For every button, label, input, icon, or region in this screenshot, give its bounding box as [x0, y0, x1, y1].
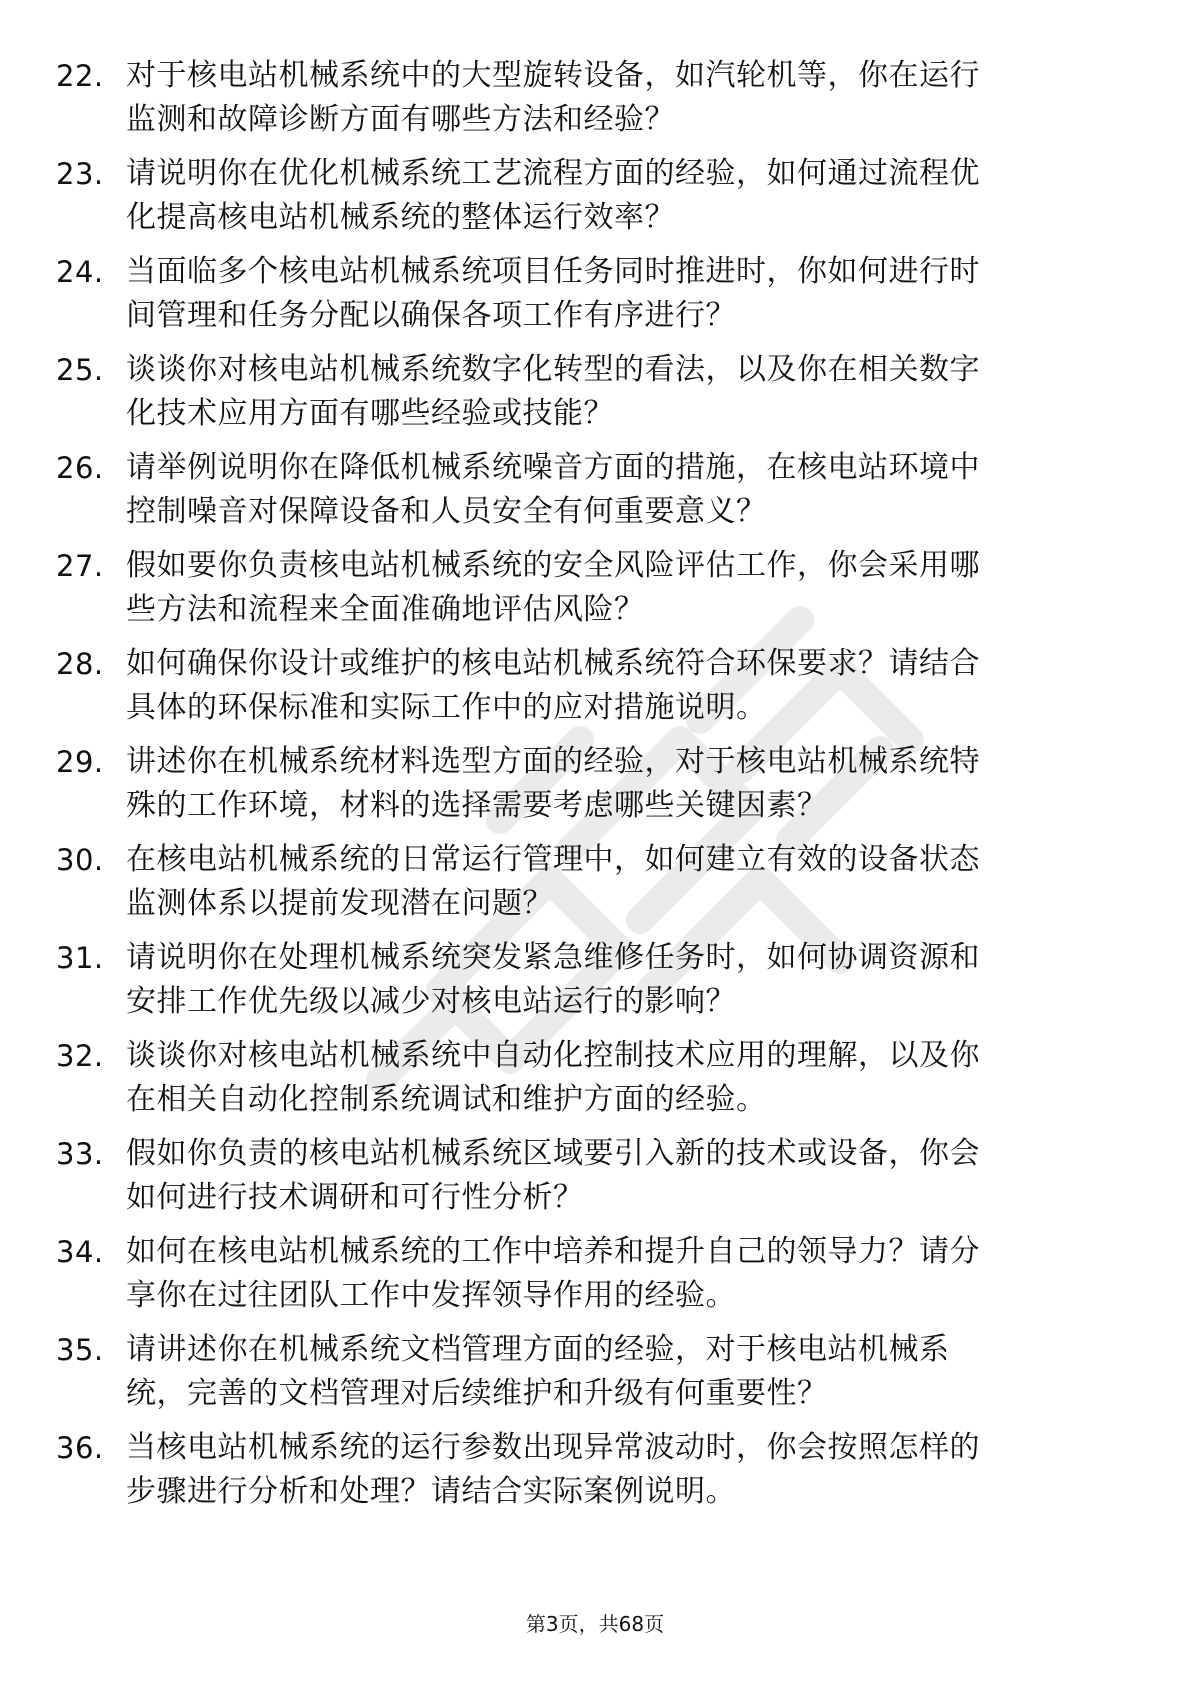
question-item-33 — [56, 1132, 1116, 1230]
question-number: 29. — [56, 745, 104, 779]
question-number: 33. — [56, 1137, 104, 1171]
question-text-line: 如何确保你设计或维护的核电站机械系统符合环保要求？请结合 — [126, 646, 980, 681]
question-text-line: 假如你负责的核电站机械系统区域要引入新的技术或设备，你会 — [126, 1136, 980, 1171]
question-text-line: 监测体系以提前发现潜在问题？ — [126, 886, 553, 921]
question-list — [56, 54, 1116, 1524]
question-item-27 — [56, 544, 1116, 642]
question-number: 26. — [56, 451, 104, 485]
question-number: 25. — [56, 353, 104, 387]
question-item-24 — [56, 250, 1116, 348]
question-text-line: 谈谈你对核电站机械系统中自动化控制技术应用的理解，以及你 — [126, 1038, 980, 1073]
question-text-line: 当核电站机械系统的运行参数出现异常波动时，你会按照怎样的 — [126, 1430, 980, 1465]
question-item-23 — [56, 152, 1116, 250]
question-text-line: 化提高核电站机械系统的整体运行效率？ — [126, 200, 675, 235]
question-item-26 — [56, 446, 1116, 544]
question-number: 30. — [56, 843, 104, 877]
question-text-line: 假如要你负责核电站机械系统的安全风险评估工作，你会采用哪 — [126, 548, 980, 583]
question-text-line: 如何在核电站机械系统的工作中培养和提升自己的领导力？请分 — [126, 1234, 980, 1269]
question-item-28 — [56, 642, 1116, 740]
question-text-line: 安排工作优先级以减少对核电站运行的影响？ — [126, 984, 736, 1019]
question-text-line: 享你在过往团队工作中发挥领导作用的经验。 — [126, 1278, 736, 1313]
question-item-32 — [56, 1034, 1116, 1132]
question-text-line: 对于核电站机械系统中的大型旋转设备，如汽轮机等，你在运行 — [126, 58, 980, 93]
question-text-line: 如何进行技术调研和可行性分析？ — [126, 1180, 584, 1215]
question-text-line: 在核电站机械系统的日常运行管理中，如何建立有效的设备状态 — [126, 842, 980, 877]
question-text-line: 请说明你在处理机械系统突发紧急维修任务时，如何协调资源和 — [126, 940, 980, 975]
question-item-30 — [56, 838, 1116, 936]
question-text-line: 监测和故障诊断方面有哪些方法和经验？ — [126, 102, 675, 137]
question-item-34 — [56, 1230, 1116, 1328]
question-text-line: 当面临多个核电站机械系统项目任务同时推进时，你如何进行时 — [126, 254, 980, 289]
question-item-29 — [56, 740, 1116, 838]
question-text-line: 间管理和任务分配以确保各项工作有序进行？ — [126, 298, 736, 333]
question-text-line: 控制噪音对保障设备和人员安全有何重要意义？ — [126, 494, 767, 529]
question-text-line: 具体的环保标准和实际工作中的应对措施说明。 — [126, 690, 767, 725]
question-number: 22. — [56, 59, 104, 93]
question-text-line: 讲述你在机械系统材料选型方面的经验，对于核电站机械系统特 — [126, 744, 980, 779]
question-item-22 — [56, 54, 1116, 152]
question-text-line: 在相关自动化控制系统调试和维护方面的经验。 — [126, 1082, 767, 1117]
question-text-line: 请说明你在优化机械系统工艺流程方面的经验，如何通过流程优 — [126, 156, 980, 191]
question-text-line: 请举例说明你在降低机械系统噪音方面的措施，在核电站环境中 — [126, 450, 980, 485]
question-item-25 — [56, 348, 1116, 446]
question-item-31 — [56, 936, 1116, 1034]
question-number: 36. — [56, 1431, 104, 1465]
question-text-line: 些方法和流程来全面准确地评估风险？ — [126, 592, 645, 627]
question-number: 35. — [56, 1333, 104, 1367]
question-item-35 — [56, 1328, 1116, 1426]
question-number: 24. — [56, 255, 104, 289]
page-footer: 第3页，共68页 — [525, 1612, 665, 1636]
question-number: 31. — [56, 941, 104, 975]
question-text-line: 谈谈你对核电站机械系统数字化转型的看法，以及你在相关数字 — [126, 352, 980, 387]
question-number: 32. — [56, 1039, 104, 1073]
question-number: 34. — [56, 1235, 104, 1269]
question-text-line: 殊的工作环境，材料的选择需要考虑哪些关键因素？ — [126, 788, 828, 823]
question-number: 28. — [56, 647, 104, 681]
question-text-line: 化技术应用方面有哪些经验或技能？ — [126, 396, 614, 431]
question-number: 27. — [56, 549, 104, 583]
question-text-line: 统，完善的文档管理对后续维护和升级有何重要性？ — [126, 1376, 828, 1411]
question-text-line: 步骤进行分析和处理？请结合实际案例说明。 — [126, 1474, 736, 1509]
question-text-line: 请讲述你在机械系统文档管理方面的经验，对于核电站机械系 — [126, 1332, 950, 1367]
question-item-36 — [56, 1426, 1116, 1524]
question-number: 23. — [56, 157, 104, 191]
